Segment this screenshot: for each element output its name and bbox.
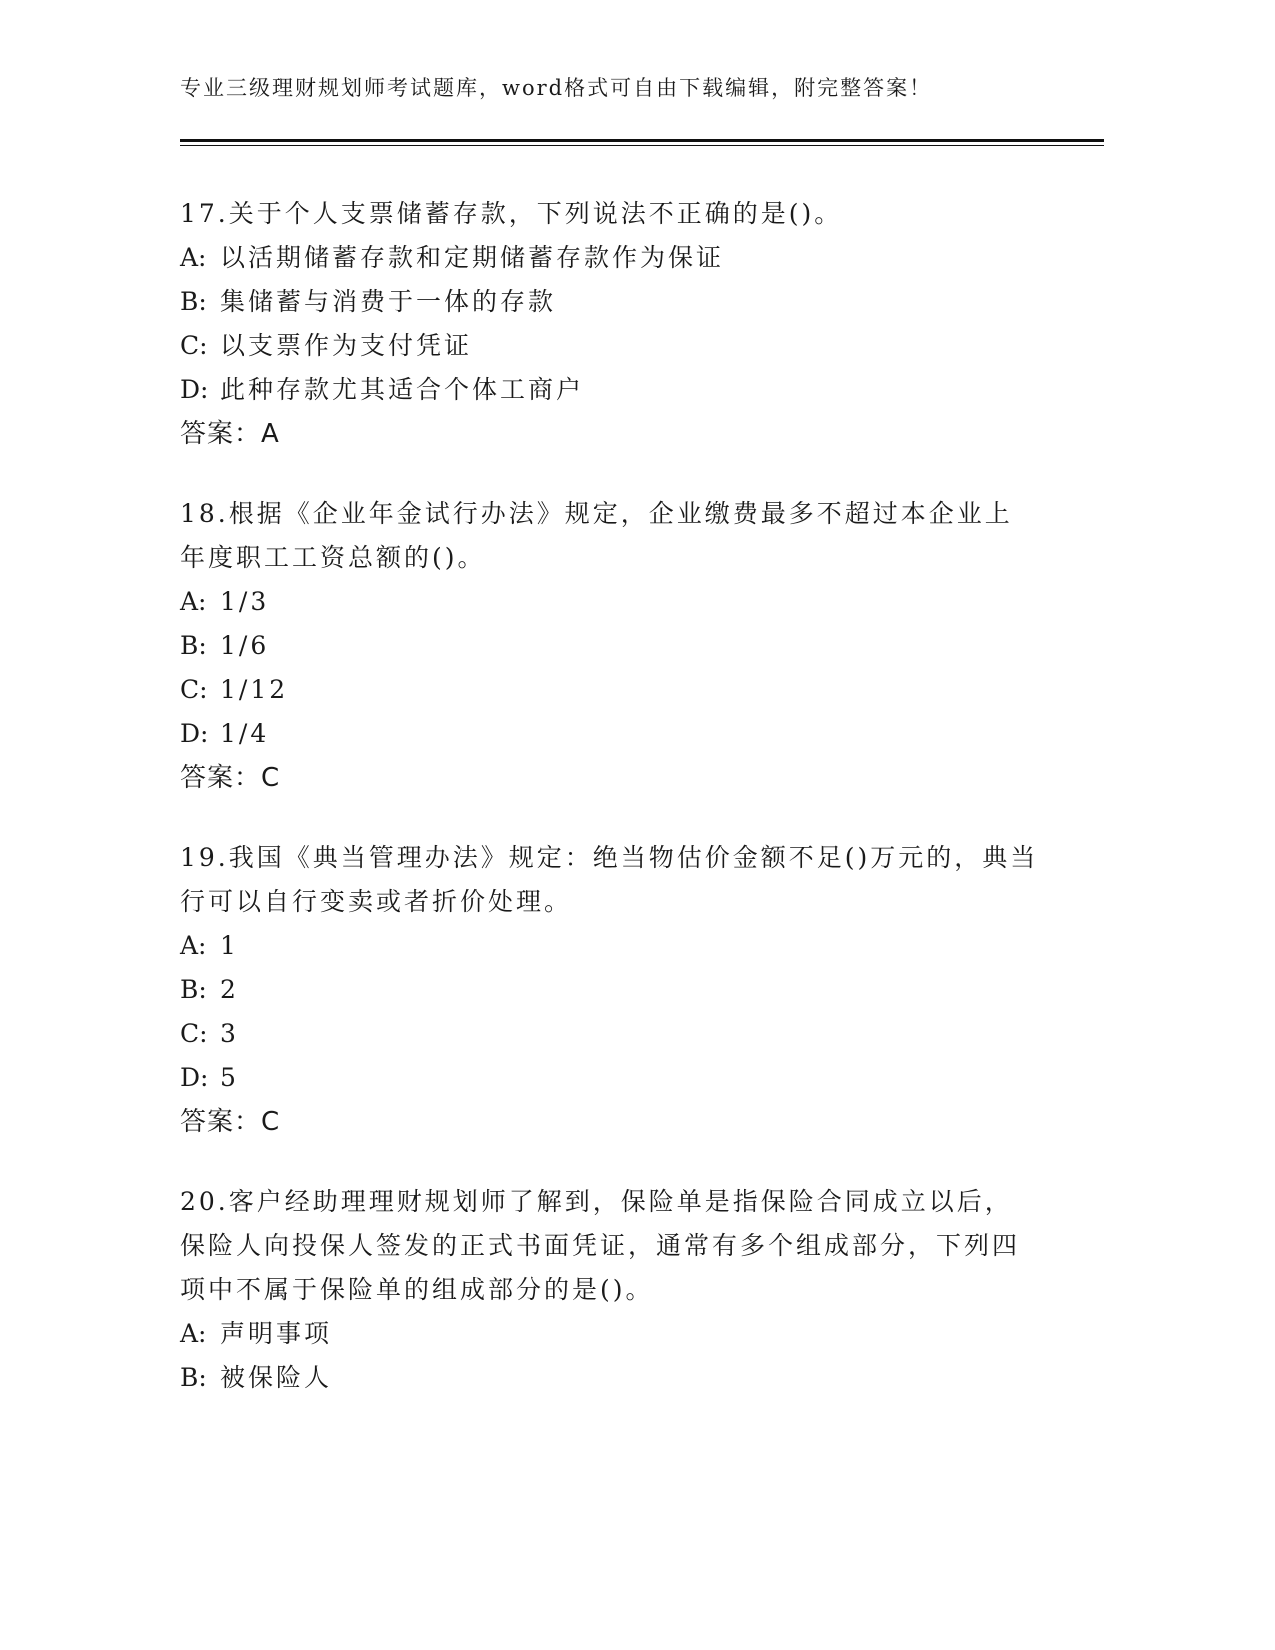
option-text: 1: [220, 931, 239, 960]
question-list: [180, 192, 1040, 1436]
header-rule-thin: [180, 145, 1104, 146]
option-text: 集储蓄与消费于一体的存款: [220, 287, 557, 316]
option-key: B:: [180, 1363, 207, 1392]
option-a: [180, 924, 1040, 968]
page-header: 专业三级理财规划师考试题库，word格式可自由下载编辑，附完整答案！: [180, 76, 933, 100]
option-key: D:: [180, 719, 209, 748]
answer-line: 答案：C: [180, 1107, 281, 1137]
option-text: 被保险人: [220, 1363, 333, 1392]
question-20: [180, 1180, 1040, 1400]
question-18: [180, 492, 1040, 800]
option-text: 声明事项: [220, 1319, 333, 1348]
option-text: 3: [220, 1019, 239, 1048]
option-text: 2: [220, 975, 239, 1004]
answer-line: 答案：C: [180, 763, 281, 793]
option-text: 1/6: [220, 631, 270, 660]
option-key: C:: [180, 331, 208, 360]
option-a: [180, 1312, 1040, 1356]
option-d: [180, 712, 1040, 756]
option-c: [180, 668, 1040, 712]
option-key: C:: [180, 1019, 208, 1048]
option-key: B:: [180, 631, 207, 660]
option-key: A:: [180, 243, 207, 272]
option-b: [180, 968, 1040, 1012]
option-c: [180, 324, 1040, 368]
option-d: [180, 1056, 1040, 1100]
question-stem: 19.我国《典当管理办法》规定：绝当物估价金额不足()万元的，典当行可以自行变卖或者折价处理。: [180, 843, 1039, 916]
option-b: [180, 624, 1040, 668]
question-stem: 17.关于个人支票储蓄存款，下列说法不正确的是()。: [180, 199, 843, 228]
option-text: 1/3: [220, 587, 270, 616]
option-text: 以活期储蓄存款和定期储蓄存款作为保证: [220, 243, 725, 272]
header-rule-thick: [180, 139, 1104, 142]
option-key: A:: [180, 587, 207, 616]
option-text: 以支票作为支付凭证: [220, 331, 473, 360]
answer-line: 答案：A: [180, 419, 280, 449]
option-key: A:: [180, 931, 207, 960]
option-b: [180, 280, 1040, 324]
option-d: [180, 368, 1040, 412]
option-key: B:: [180, 287, 207, 316]
option-key: D:: [180, 1063, 209, 1092]
question-stem: 20.客户经助理理财规划师了解到，保险单是指保险合同成立以后，保险人向投保人签发的正式书面凭证，通常有多个组成部分，下列四项中不属于保险单的组成部分的是()。: [180, 1187, 1021, 1304]
option-text: 1/12: [220, 675, 289, 704]
option-key: B:: [180, 975, 207, 1004]
option-key: A:: [180, 1319, 207, 1348]
option-a: [180, 236, 1040, 280]
option-a: [180, 580, 1040, 624]
option-b: [180, 1356, 1040, 1400]
question-19: [180, 836, 1040, 1144]
question-stem: 18.根据《企业年金试行办法》规定，企业缴费最多不超过本企业上年度职工工资总额的()。: [180, 499, 1013, 572]
option-text: 5: [220, 1063, 239, 1092]
option-text: 1/4: [220, 719, 270, 748]
option-c: [180, 1012, 1040, 1056]
option-key: C:: [180, 675, 208, 704]
option-key: D:: [180, 375, 209, 404]
option-text: 此种存款尤其适合个体工商户: [220, 375, 585, 404]
question-17: [180, 192, 1040, 456]
